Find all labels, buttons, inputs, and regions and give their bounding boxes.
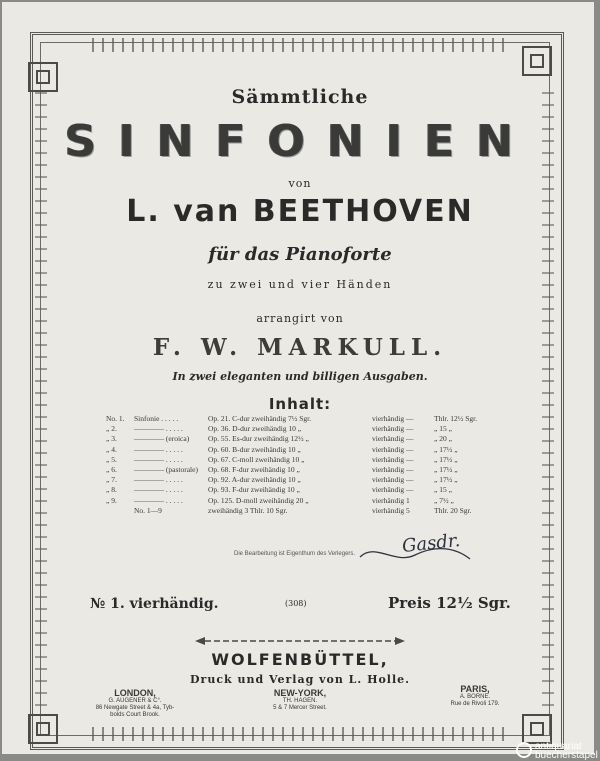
arranger-name: F. W. MARKULL. bbox=[152, 334, 448, 361]
title-line-1: Sämmtliche bbox=[231, 86, 369, 108]
imprint-city: WOLFENBÜTTEL, bbox=[211, 650, 389, 669]
corner-ornament-icon bbox=[522, 714, 552, 744]
watermark-logo-icon bbox=[516, 742, 532, 758]
list-item-total: No. 1—9 zweihändig 3 Thlr. 10 Sgr. vierhändig 5 Thlr. 20 Sgr. bbox=[134, 505, 472, 515]
arranged-by-text: arrangirt von bbox=[256, 312, 344, 325]
ornament-band-top bbox=[92, 38, 512, 52]
list-item: „ 9. ———— . . . . . Op. 125. D-moll zweihändig 20 „ vierhändig 1 „ 7½ „ bbox=[106, 495, 454, 505]
publisher-london: LONDON, G. AUGENER & C°. 86 Newgate Street & 4a, Tyb- bolds Court Brook. bbox=[95, 688, 175, 718]
list-item: „ 3. ———— (eroica) Op. 55. Es-dur zweihändig 12½ „ vierhändig — „ 20 „ bbox=[106, 434, 452, 444]
list-item: No. 1. Sinfonie . . . . . Op. 21. C-dur zweihändig 7½ Sgr. vierhändig — Thlr. 12½ Sgr. bbox=[106, 414, 478, 423]
ownership-stamp: Die Bearbeitung ist Eigenthum des Verlegers. bbox=[234, 551, 356, 557]
list-item: „ 6. ———— (pastorale) Op. 68. F-dur zweihändig 10 „ vierhändig — „ 17½ „ bbox=[106, 465, 458, 475]
instrument-line: für das Pianoforte bbox=[208, 244, 392, 265]
composer-name: L. van BEETHOVEN bbox=[126, 194, 474, 229]
list-item: „ 8. ———— . . . . . Op. 93. F-dur zweihändig 10 „ vierhändig — „ 15 „ bbox=[106, 485, 452, 495]
list-item: „ 4. ———— . . . . . Op. 60. B-dur zweihändig 10 „ vierhändig — „ 17½ „ bbox=[106, 444, 458, 454]
title-main: SINFONIEN bbox=[64, 116, 536, 167]
watermark: antiquariat buecherstapel bbox=[516, 742, 600, 760]
contents-list bbox=[106, 414, 506, 516]
decorative-divider-icon bbox=[195, 636, 405, 646]
imprint-publisher: Druck und Verlag von L. Holle. bbox=[189, 673, 410, 686]
von-text: von bbox=[288, 177, 312, 190]
publisher-newyork: NEW-YORK, TH. HAGEN. 5 & 7 Mercer Street. bbox=[273, 688, 327, 711]
plate-number: (308) bbox=[285, 599, 307, 608]
corner-ornament-icon bbox=[28, 714, 58, 744]
ornament-band-bottom bbox=[92, 727, 512, 741]
list-item: „ 2. ———— . . . . . Op. 36. D-dur zweihändig 10 „ vierhändig — „ 15 „ bbox=[106, 424, 452, 434]
price-text: Preis 12½ Sgr. bbox=[388, 594, 511, 612]
hands-line: zu zwei und vier Händen bbox=[207, 278, 393, 291]
publisher-paris: PARIS, A. BORNE. Rue de Rivoli 179. bbox=[450, 684, 500, 707]
list-item: „ 5. ———— . . . . . Op. 67. C-moll zweihändig 10 „ vierhändig — „ 17½ „ bbox=[106, 454, 458, 464]
list-item: „ 7. ———— . . . . . Op. 92. A-dur zweihändig 10 „ vierhändig — „ 17½ „ bbox=[106, 475, 458, 485]
edition-number: № 1. vierhändig. bbox=[90, 596, 219, 612]
contents-heading: Inhalt: bbox=[268, 395, 332, 413]
handwritten-signature: Gasdr. bbox=[401, 530, 462, 557]
editions-line: In zwei eleganten und billigen Ausgaben. bbox=[172, 370, 428, 383]
corner-ornament-icon bbox=[522, 46, 552, 76]
